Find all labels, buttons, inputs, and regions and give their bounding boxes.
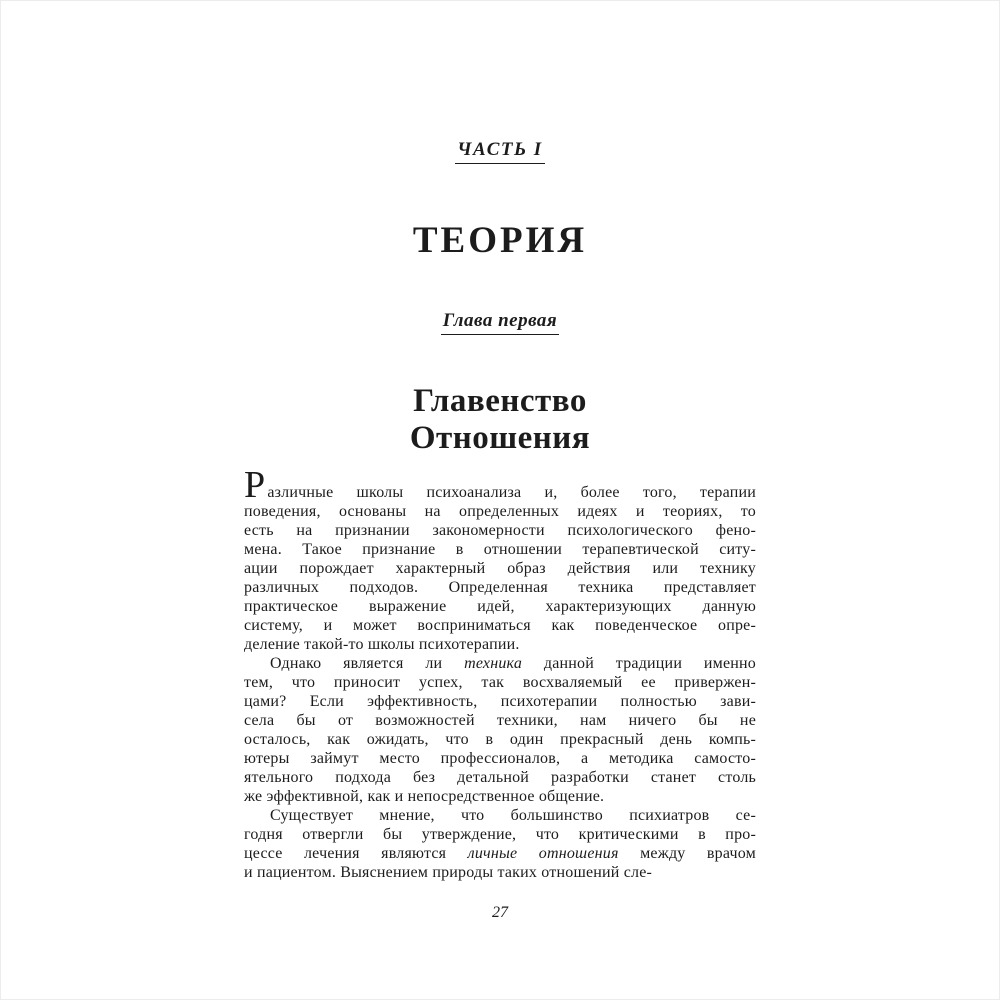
text-line [244,673,756,692]
text-run: же эффективной, как и непосредственное общение. [244,787,605,805]
chapter-label-container [244,310,756,335]
text-run: Существует мнение, что большинство психиатров се- [270,806,756,824]
paragraph [244,654,756,806]
text-line [244,825,756,844]
text-run: годня отвергли бы утверждение, что критическими в про- [244,825,756,843]
book-section-title: ТЕОРИЯ [412,220,588,261]
text-run: села бы от возможностей техники, нам ничего бы не [244,711,756,729]
paragraph [244,806,756,882]
text-line [244,711,756,730]
text-run: ации порождает характерный образ действия или технику [244,559,756,577]
chapter-heading [244,383,756,457]
dropcap-letter: Р [244,463,266,506]
text-line [244,559,756,578]
text-run: деление такой-то школы психотерапии. [244,635,520,653]
text-line [244,787,756,806]
text-line [244,521,756,540]
text-run: систему, и может восприниматься как поведенческое опре- [244,616,756,634]
chapter-heading-line-1: Главенство [413,383,587,419]
text-line [244,540,756,559]
text-run: тем, что приносит успех, так восхваляемый ее привержен- [244,673,756,691]
text-line [244,844,756,863]
body-text [244,463,757,882]
text-run: есть на признании закономерности психологического фено- [244,521,756,539]
text-column [244,1,756,922]
emphasized-text: личные отношения [467,844,619,862]
chapter-heading-line-2: Отношения [409,419,591,456]
text-line [244,730,756,749]
text-run: данной традиции именно [522,654,756,672]
text-line [244,749,756,768]
text-run: мена. Такое признание в отношении терапевтической ситу- [244,540,756,558]
text-run: цессе лечения являются [244,844,468,862]
part-label: ЧАСТЬ I [455,139,544,164]
text-line [244,616,756,635]
text-run: практическое выражение идей, характеризующих данную [244,597,756,615]
text-line [244,463,756,506]
paragraph [244,463,756,654]
text-run: ютеры займут место профессионалов, а методика самосто- [244,749,756,767]
text-run: между врачом [618,844,757,862]
text-line [244,502,756,521]
page-number: 27 [492,903,508,921]
text-run: цами? Если эффективность, психотерапии полностью зави- [244,692,756,710]
text-line [244,635,756,654]
emphasized-text: техника [464,654,523,672]
text-line [244,806,756,825]
text-line [244,578,756,597]
text-line [244,863,756,882]
text-line [244,692,756,711]
text-run: различных подходов. Определенная техника представляет [244,578,756,596]
text-line [244,597,756,616]
chapter-label: Глава первая [441,310,559,335]
text-run: осталось, как ожидать, что в один прекрасный день компь- [244,730,756,748]
text-run: поведения, основаны на определенных идеях и теориях, то [244,502,756,520]
text-line [244,654,756,673]
text-run: азличные школы психоанализа и, более того, терапии [267,483,756,501]
part-label-container [244,139,756,164]
text-run: ятельного подхода без детальной разработки станет столь [244,768,756,786]
text-line [244,768,756,787]
text-run: Однако является ли [270,654,465,672]
text-run: и пациентом. Выяснением природы таких отношений сле- [244,863,653,881]
